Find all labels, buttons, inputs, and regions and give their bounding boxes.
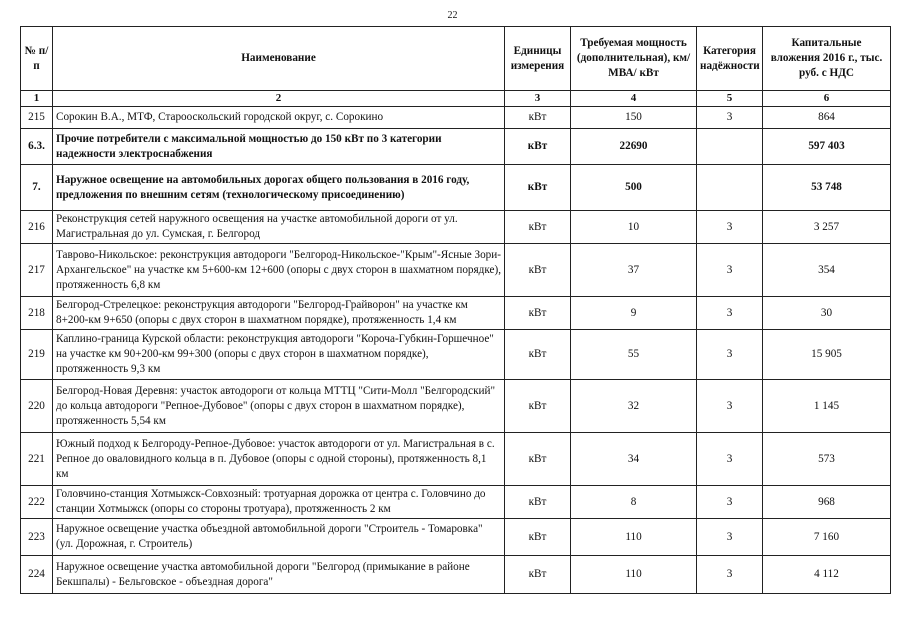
- row-category: 3: [697, 433, 763, 486]
- row-power: 500: [571, 165, 697, 211]
- column-index: 5: [697, 91, 763, 107]
- table-row: [21, 244, 891, 297]
- row-unit: кВт: [505, 556, 571, 594]
- row-capital: 3 257: [763, 211, 891, 244]
- row-capital: 1 145: [763, 380, 891, 433]
- row-category: 3: [697, 297, 763, 330]
- header-capital: Капитальные вложения 2016 г., тыс. руб. с НДС: [763, 27, 891, 91]
- row-name: Южный подход к Белгороду-Репное-Дубовое: участок автодороги от ул. Магистральная в с. Репное до оваловидного кольца в п. Дубовое (опоры с одной стороны), протяженность 8,1 км: [53, 433, 505, 486]
- row-unit: кВт: [505, 165, 571, 211]
- row-name: Таврово-Никольское: реконструкция автодороги "Белгород-Никольское-"Крым"-Ясные Зори-Архангельское" на участке км 5+600-км 12+600 (опоры с двух сторон в шахматном порядке), протяженность 6,8 км: [53, 244, 505, 297]
- investment-table: [20, 26, 891, 594]
- row-power: 110: [571, 519, 697, 556]
- row-capital: 354: [763, 244, 891, 297]
- row-number: 221: [21, 433, 53, 486]
- table-row: [21, 165, 891, 211]
- header-power: Требуемая мощность (дополнительная), км/ МВА/ кВт: [571, 27, 697, 91]
- row-power: 9: [571, 297, 697, 330]
- row-capital: 53 748: [763, 165, 891, 211]
- row-name: Сорокин В.А., МТФ, Старооскольский городской округ, с. Сорокино: [53, 107, 505, 129]
- row-capital: 4 112: [763, 556, 891, 594]
- row-number: 219: [21, 330, 53, 380]
- table-row: [21, 330, 891, 380]
- header-category: Категория надёжности: [697, 27, 763, 91]
- column-index: 4: [571, 91, 697, 107]
- column-index: 2: [53, 91, 505, 107]
- row-name: Наружное освещение участка объездной автомобильной дороги "Строитель - Томаровка" (ул. Дорожная, г. Строитель): [53, 519, 505, 556]
- row-name: Реконструкция сетей наружного освещения на участке автомобильной дороги от ул. Магистральная до ул. Сумская, г. Белгород: [53, 211, 505, 244]
- row-unit: кВт: [505, 330, 571, 380]
- row-category: 3: [697, 211, 763, 244]
- row-number: 7.: [21, 165, 53, 211]
- header-unit: Единицы измерения: [505, 27, 571, 91]
- row-category: 3: [697, 107, 763, 129]
- table-row: [21, 211, 891, 244]
- row-capital: 864: [763, 107, 891, 129]
- header-row: [21, 27, 891, 91]
- row-unit: кВт: [505, 129, 571, 165]
- row-power: 34: [571, 433, 697, 486]
- row-number: 218: [21, 297, 53, 330]
- row-unit: кВт: [505, 244, 571, 297]
- table-row: [21, 433, 891, 486]
- column-index: 1: [21, 91, 53, 107]
- row-unit: кВт: [505, 107, 571, 129]
- row-unit: кВт: [505, 297, 571, 330]
- row-name: Головчино-станция Хотмыжск-Совхозный: тротуарная дорожка от центра с. Головчино до станции Хотмыжск (опоры со стороны тротуара), протяженность 2 км: [53, 486, 505, 519]
- row-power: 110: [571, 556, 697, 594]
- row-capital: 7 160: [763, 519, 891, 556]
- row-power: 37: [571, 244, 697, 297]
- row-category: [697, 129, 763, 165]
- row-number: 6.3.: [21, 129, 53, 165]
- row-number: 224: [21, 556, 53, 594]
- row-name: Наружное освещение участка автомобильной дороги "Белгород (примыкание в районе Бекшпалы) - Бельговское - объездная дорога": [53, 556, 505, 594]
- row-unit: кВт: [505, 211, 571, 244]
- row-name: Наружное освещение на автомобильных дорогах общего пользования в 2016 году, предложения по внешним сетям (технологическому присоединению): [53, 165, 505, 211]
- row-category: 3: [697, 244, 763, 297]
- table-row: [21, 519, 891, 556]
- row-unit: кВт: [505, 433, 571, 486]
- row-power: 32: [571, 380, 697, 433]
- row-capital: 597 403: [763, 129, 891, 165]
- row-number: 215: [21, 107, 53, 129]
- table-row: [21, 486, 891, 519]
- row-category: 3: [697, 519, 763, 556]
- table-row: [21, 107, 891, 129]
- column-index: 6: [763, 91, 891, 107]
- row-power: 10: [571, 211, 697, 244]
- row-number: 217: [21, 244, 53, 297]
- row-name: Каплино-граница Курской области: реконструкция автодороги "Короча-Губкин-Горшечное" на участке км 90+200-км 99+300 (опоры с двух сторон в шахматном порядке), протяженность 9,3 км: [53, 330, 505, 380]
- row-capital: 968: [763, 486, 891, 519]
- row-power: 55: [571, 330, 697, 380]
- row-category: [697, 165, 763, 211]
- row-name: Белгород-Стрелецкое: реконструкция автодороги "Белгород-Грайворон" на участке км 8+200-км 9+650 (опоры с двух сторон в шахматном порядке), протяженность 1,4 км: [53, 297, 505, 330]
- table-row: [21, 380, 891, 433]
- table-row: [21, 129, 891, 165]
- row-category: 3: [697, 486, 763, 519]
- row-capital: 15 905: [763, 330, 891, 380]
- header-name: Наименование: [53, 27, 505, 91]
- header-num: № п/п: [21, 27, 53, 91]
- row-unit: кВт: [505, 519, 571, 556]
- row-category: 3: [697, 380, 763, 433]
- row-number: 220: [21, 380, 53, 433]
- row-power: 150: [571, 107, 697, 129]
- column-index: 3: [505, 91, 571, 107]
- row-unit: кВт: [505, 486, 571, 519]
- row-name: Прочие потребители с максимальной мощностью до 150 кВт по 3 категории надежности электроснабжения: [53, 129, 505, 165]
- page-number: 22: [447, 10, 458, 21]
- column-index-row: [21, 91, 891, 107]
- row-unit: кВт: [505, 380, 571, 433]
- row-capital: 30: [763, 297, 891, 330]
- row-category: 3: [697, 330, 763, 380]
- table-body: [21, 107, 891, 594]
- row-capital: 573: [763, 433, 891, 486]
- row-number: 216: [21, 211, 53, 244]
- table-row: [21, 297, 891, 330]
- table-row: [21, 556, 891, 594]
- row-power: 22690: [571, 129, 697, 165]
- row-name: Белгород-Новая Деревня: участок автодороги от кольца МТТЦ "Сити-Молл "Белгородский" до кольца автодороги "Репное-Дубовое" (опоры с двух сторон в шахматном порядке), протяженность 5,54 км: [53, 380, 505, 433]
- row-category: 3: [697, 556, 763, 594]
- row-number: 222: [21, 486, 53, 519]
- row-number: 223: [21, 519, 53, 556]
- row-power: 8: [571, 486, 697, 519]
